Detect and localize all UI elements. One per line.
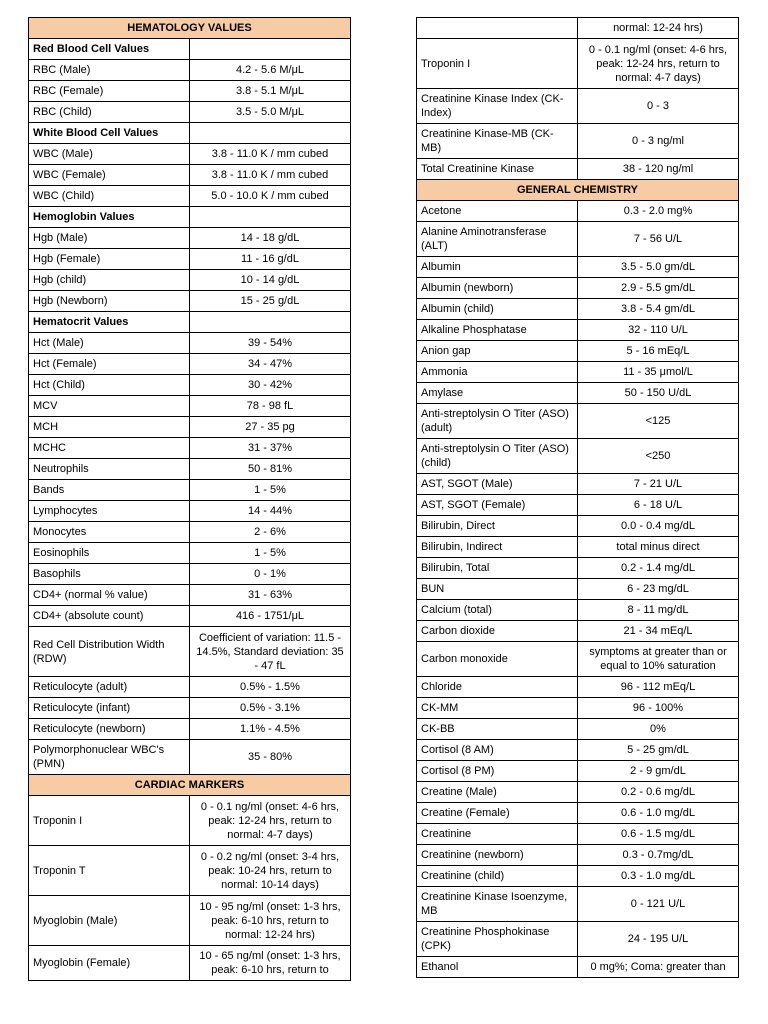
test-name: Ethanol	[417, 957, 578, 978]
test-name: Hgb (Female)	[29, 249, 190, 270]
test-name: AST, SGOT (Male)	[417, 474, 578, 495]
table-row	[29, 543, 351, 564]
test-name: Albumin (newborn)	[417, 278, 578, 299]
reference-range: 0 mg%; Coma: greater than	[578, 957, 739, 978]
table-row	[29, 144, 351, 165]
table-row	[417, 474, 739, 495]
reference-range: 30 - 42%	[190, 375, 351, 396]
subheader-row	[29, 207, 351, 228]
test-name: Creatinine (newborn)	[417, 845, 578, 866]
table-row	[29, 740, 351, 775]
table-row	[29, 396, 351, 417]
test-name: RBC (Female)	[29, 81, 190, 102]
test-name: WBC (Female)	[29, 165, 190, 186]
table-row	[29, 186, 351, 207]
reference-range: 3.8 - 5.1 M/μL	[190, 81, 351, 102]
reference-range: 10 - 14 g/dL	[190, 270, 351, 291]
reference-range: 0.6 - 1.5 mg/dL	[578, 824, 739, 845]
reference-range: 10 - 95 ng/ml (onset: 1-3 hrs, peak: 6-10 hrs, return to normal: 12-24 hrs)	[190, 896, 351, 946]
test-name: Cortisol (8 PM)	[417, 761, 578, 782]
test-name: Bands	[29, 480, 190, 501]
reference-range: 2 - 6%	[190, 522, 351, 543]
test-name: Creatinine Phosphokinase (CPK)	[417, 922, 578, 957]
test-name: Albumin	[417, 257, 578, 278]
lab-values-table-right	[416, 17, 739, 978]
left-column	[28, 17, 351, 981]
reference-range	[190, 39, 351, 60]
test-name: Creatinine Kinase Isoenzyme, MB	[417, 887, 578, 922]
table-row	[417, 677, 739, 698]
table-row	[29, 719, 351, 740]
table-row	[29, 291, 351, 312]
table-row	[417, 404, 739, 439]
reference-range: 6 - 18 U/L	[578, 495, 739, 516]
subheader-row	[29, 312, 351, 333]
reference-range: total minus direct	[578, 537, 739, 558]
table-row	[29, 165, 351, 186]
reference-range: 0 - 0.2 ng/ml (onset: 3-4 hrs, peak: 10-24 hrs, return to normal: 10-14 days)	[190, 846, 351, 896]
lab-values-table-left	[28, 17, 351, 981]
reference-range: 0.5% - 1.5%	[190, 677, 351, 698]
table-row	[417, 579, 739, 600]
reference-range: 5 - 25 gm/dL	[578, 740, 739, 761]
test-name: Hemoglobin Values	[29, 207, 190, 228]
table-row	[417, 362, 739, 383]
table-row	[29, 354, 351, 375]
test-name: CD4+ (absolute count)	[29, 606, 190, 627]
table-row	[417, 719, 739, 740]
table-row	[417, 866, 739, 887]
table-row	[417, 516, 739, 537]
reference-range: 96 - 112 mEq/L	[578, 677, 739, 698]
reference-range: 0 - 121 U/L	[578, 887, 739, 922]
reference-range	[190, 312, 351, 333]
table-row	[417, 621, 739, 642]
table-row	[29, 375, 351, 396]
reference-range: 0 - 0.1 ng/ml (onset: 4-6 hrs, peak: 12-24 hrs, return to normal: 4-7 days)	[578, 39, 739, 89]
test-name: Creatinine (child)	[417, 866, 578, 887]
table-row	[29, 249, 351, 270]
test-name: Bilirubin, Direct	[417, 516, 578, 537]
table-row	[417, 803, 739, 824]
table-row	[417, 642, 739, 677]
subheader-row	[29, 39, 351, 60]
test-name	[417, 18, 578, 39]
test-name: RBC (Child)	[29, 102, 190, 123]
table-row	[417, 159, 739, 180]
reference-range: 3.5 - 5.0 gm/dL	[578, 257, 739, 278]
table-row	[29, 228, 351, 249]
table-row	[29, 846, 351, 896]
test-name: Creatine (Female)	[417, 803, 578, 824]
test-name: Anti-streptolysin O Titer (ASO) (adult)	[417, 404, 578, 439]
reference-range: 7 - 56 U/L	[578, 222, 739, 257]
table-row	[417, 320, 739, 341]
reference-range: 35 - 80%	[190, 740, 351, 775]
test-name: Reticulocyte (infant)	[29, 698, 190, 719]
test-name: White Blood Cell Values	[29, 123, 190, 144]
test-name: Cortisol (8 AM)	[417, 740, 578, 761]
reference-range: 11 - 16 g/dL	[190, 249, 351, 270]
test-name: Troponin T	[29, 846, 190, 896]
table-row	[29, 522, 351, 543]
table-row	[29, 564, 351, 585]
test-name: Bilirubin, Total	[417, 558, 578, 579]
test-name: Total Creatinine Kinase	[417, 159, 578, 180]
test-name: Hgb (Newborn)	[29, 291, 190, 312]
table-row	[417, 824, 739, 845]
reference-range: 14 - 44%	[190, 501, 351, 522]
test-name: Reticulocyte (newborn)	[29, 719, 190, 740]
test-name: Hematocrit Values	[29, 312, 190, 333]
reference-range: 3.8 - 11.0 K / mm cubed	[190, 165, 351, 186]
reference-range: 5.0 - 10.0 K / mm cubed	[190, 186, 351, 207]
table-row	[417, 887, 739, 922]
table-row	[29, 270, 351, 291]
table-row	[417, 124, 739, 159]
test-name: Ammonia	[417, 362, 578, 383]
table-row	[417, 222, 739, 257]
reference-range: 24 - 195 U/L	[578, 922, 739, 957]
section-header-row	[29, 18, 351, 39]
test-name: Acetone	[417, 201, 578, 222]
table-row	[29, 480, 351, 501]
table-row	[417, 341, 739, 362]
reference-range: 1 - 5%	[190, 480, 351, 501]
table-row	[29, 417, 351, 438]
table-row	[417, 537, 739, 558]
table-row	[417, 439, 739, 474]
test-name: Troponin I	[29, 796, 190, 846]
test-name: Creatinine Kinase-MB (CK-MB)	[417, 124, 578, 159]
reference-range: 50 - 150 U/dL	[578, 383, 739, 404]
test-name: Hct (Female)	[29, 354, 190, 375]
test-name: Hgb (Male)	[29, 228, 190, 249]
test-name: Alanine Aminotransferase (ALT)	[417, 222, 578, 257]
table-row	[417, 278, 739, 299]
test-name: Reticulocyte (adult)	[29, 677, 190, 698]
table-row	[29, 627, 351, 677]
test-name: Polymorphonuclear WBC's (PMN)	[29, 740, 190, 775]
reference-range: 50 - 81%	[190, 459, 351, 480]
test-name: RBC (Male)	[29, 60, 190, 81]
reference-range: 0.3 - 1.0 mg/dL	[578, 866, 739, 887]
reference-range: 10 - 65 ng/ml (onset: 1-3 hrs, peak: 6-10 hrs, return to	[190, 946, 351, 981]
test-name: CK-BB	[417, 719, 578, 740]
reference-range: 39 - 54%	[190, 333, 351, 354]
reference-range: 3.5 - 5.0 M/μL	[190, 102, 351, 123]
test-name: Monocytes	[29, 522, 190, 543]
test-name: BUN	[417, 579, 578, 600]
table-row	[29, 333, 351, 354]
test-name: Lymphocytes	[29, 501, 190, 522]
test-name: Myoglobin (Male)	[29, 896, 190, 946]
reference-range: 78 - 98 fL	[190, 396, 351, 417]
table-row	[29, 896, 351, 946]
test-name: Calcium (total)	[417, 600, 578, 621]
table-row	[417, 495, 739, 516]
reference-range: 0.6 - 1.0 mg/dL	[578, 803, 739, 824]
test-name: Hct (Child)	[29, 375, 190, 396]
test-name: Carbon dioxide	[417, 621, 578, 642]
reference-range: 31 - 37%	[190, 438, 351, 459]
section-title: HEMATOLOGY VALUES	[29, 18, 351, 39]
reference-range: <125	[578, 404, 739, 439]
test-name: Eosinophils	[29, 543, 190, 564]
table-row	[417, 39, 739, 89]
test-name: Troponin I	[417, 39, 578, 89]
reference-range: 5 - 16 mEq/L	[578, 341, 739, 362]
reference-range: 0.3 - 0.7mg/dL	[578, 845, 739, 866]
section-title: GENERAL CHEMISTRY	[417, 180, 739, 201]
reference-range: 96 - 100%	[578, 698, 739, 719]
reference-range	[190, 207, 351, 228]
test-name: Chloride	[417, 677, 578, 698]
reference-range: 0 - 1%	[190, 564, 351, 585]
reference-range: 0%	[578, 719, 739, 740]
reference-range: 14 - 18 g/dL	[190, 228, 351, 249]
test-name: MCH	[29, 417, 190, 438]
section-header-row	[417, 180, 739, 201]
reference-range: 11 - 35 μmol/L	[578, 362, 739, 383]
test-name: WBC (Child)	[29, 186, 190, 207]
table-row	[417, 698, 739, 719]
test-name: Carbon monoxide	[417, 642, 578, 677]
test-name: AST, SGOT (Female)	[417, 495, 578, 516]
reference-range: 0 - 3	[578, 89, 739, 124]
test-name: Bilirubin, Indirect	[417, 537, 578, 558]
reference-range: 2.9 - 5.5 gm/dL	[578, 278, 739, 299]
test-name: Hgb (child)	[29, 270, 190, 291]
table-row	[417, 740, 739, 761]
table-row	[29, 585, 351, 606]
reference-range: 8 - 11 mg/dL	[578, 600, 739, 621]
test-name: WBC (Male)	[29, 144, 190, 165]
table-row	[417, 383, 739, 404]
test-name: MCV	[29, 396, 190, 417]
table-row	[29, 102, 351, 123]
test-name: Alkaline Phosphatase	[417, 320, 578, 341]
reference-range	[190, 123, 351, 144]
table-row	[417, 922, 739, 957]
table-row	[417, 257, 739, 278]
reference-range: 3.8 - 11.0 K / mm cubed	[190, 144, 351, 165]
table-row	[29, 698, 351, 719]
test-name: MCHC	[29, 438, 190, 459]
test-name: Anti-streptolysin O Titer (ASO) (child)	[417, 439, 578, 474]
table-row	[417, 201, 739, 222]
test-name: Basophils	[29, 564, 190, 585]
reference-range: normal: 12-24 hrs)	[578, 18, 739, 39]
test-name: Red Cell Distribution Width (RDW)	[29, 627, 190, 677]
reference-range: <250	[578, 439, 739, 474]
reference-range: 416 - 1751/μL	[190, 606, 351, 627]
reference-range: 0.2 - 1.4 mg/dL	[578, 558, 739, 579]
table-row	[417, 558, 739, 579]
reference-range: symptoms at greater than or equal to 10% saturation	[578, 642, 739, 677]
section-title: CARDIAC MARKERS	[29, 775, 351, 796]
table-row	[29, 501, 351, 522]
test-name: CD4+ (normal % value)	[29, 585, 190, 606]
test-name: Creatinine Kinase Index (CK-Index)	[417, 89, 578, 124]
table-row	[417, 761, 739, 782]
table-row	[417, 299, 739, 320]
reference-range: 15 - 25 g/dL	[190, 291, 351, 312]
table-row	[29, 796, 351, 846]
reference-range: 38 - 120 ng/ml	[578, 159, 739, 180]
right-column	[416, 17, 739, 978]
table-row	[29, 81, 351, 102]
table-row	[417, 18, 739, 39]
table-row	[417, 600, 739, 621]
reference-range: 6 - 23 mg/dL	[578, 579, 739, 600]
table-row	[29, 459, 351, 480]
table-row	[417, 782, 739, 803]
reference-range: 0.2 - 0.6 mg/dL	[578, 782, 739, 803]
table-row	[29, 946, 351, 981]
reference-range: 2 - 9 gm/dL	[578, 761, 739, 782]
test-name: Myoglobin (Female)	[29, 946, 190, 981]
reference-range: 0.0 - 0.4 mg/dL	[578, 516, 739, 537]
test-name: CK-MM	[417, 698, 578, 719]
reference-range: 7 - 21 U/L	[578, 474, 739, 495]
table-row	[417, 89, 739, 124]
reference-range: 0 - 0.1 ng/ml (onset: 4-6 hrs, peak: 12-24 hrs, return to normal: 4-7 days)	[190, 796, 351, 846]
table-row	[29, 677, 351, 698]
subheader-row	[29, 123, 351, 144]
reference-range: 0 - 3 ng/ml	[578, 124, 739, 159]
section-header-row	[29, 775, 351, 796]
reference-range: 21 - 34 mEq/L	[578, 621, 739, 642]
test-name: Albumin (child)	[417, 299, 578, 320]
table-row	[417, 845, 739, 866]
reference-range: 34 - 47%	[190, 354, 351, 375]
test-name: Hct (Male)	[29, 333, 190, 354]
test-name: Neutrophils	[29, 459, 190, 480]
reference-range: 31 - 63%	[190, 585, 351, 606]
table-row	[29, 60, 351, 81]
table-row	[29, 606, 351, 627]
reference-range: 1 - 5%	[190, 543, 351, 564]
reference-range: 4.2 - 5.6 M/μL	[190, 60, 351, 81]
test-name: Red Blood Cell Values	[29, 39, 190, 60]
test-name: Creatine (Male)	[417, 782, 578, 803]
test-name: Creatinine	[417, 824, 578, 845]
test-name: Anion gap	[417, 341, 578, 362]
table-row	[29, 438, 351, 459]
reference-range: 0.5% - 3.1%	[190, 698, 351, 719]
table-row	[417, 957, 739, 978]
reference-range: Coefficient of variation: 11.5 - 14.5%, Standard deviation: 35 - 47 fL	[190, 627, 351, 677]
reference-range: 3.8 - 5.4 gm/dL	[578, 299, 739, 320]
reference-range: 0.3 - 2.0 mg%	[578, 201, 739, 222]
test-name: Amylase	[417, 383, 578, 404]
reference-range: 32 - 110 U/L	[578, 320, 739, 341]
reference-range: 27 - 35 pg	[190, 417, 351, 438]
reference-range: 1.1% - 4.5%	[190, 719, 351, 740]
